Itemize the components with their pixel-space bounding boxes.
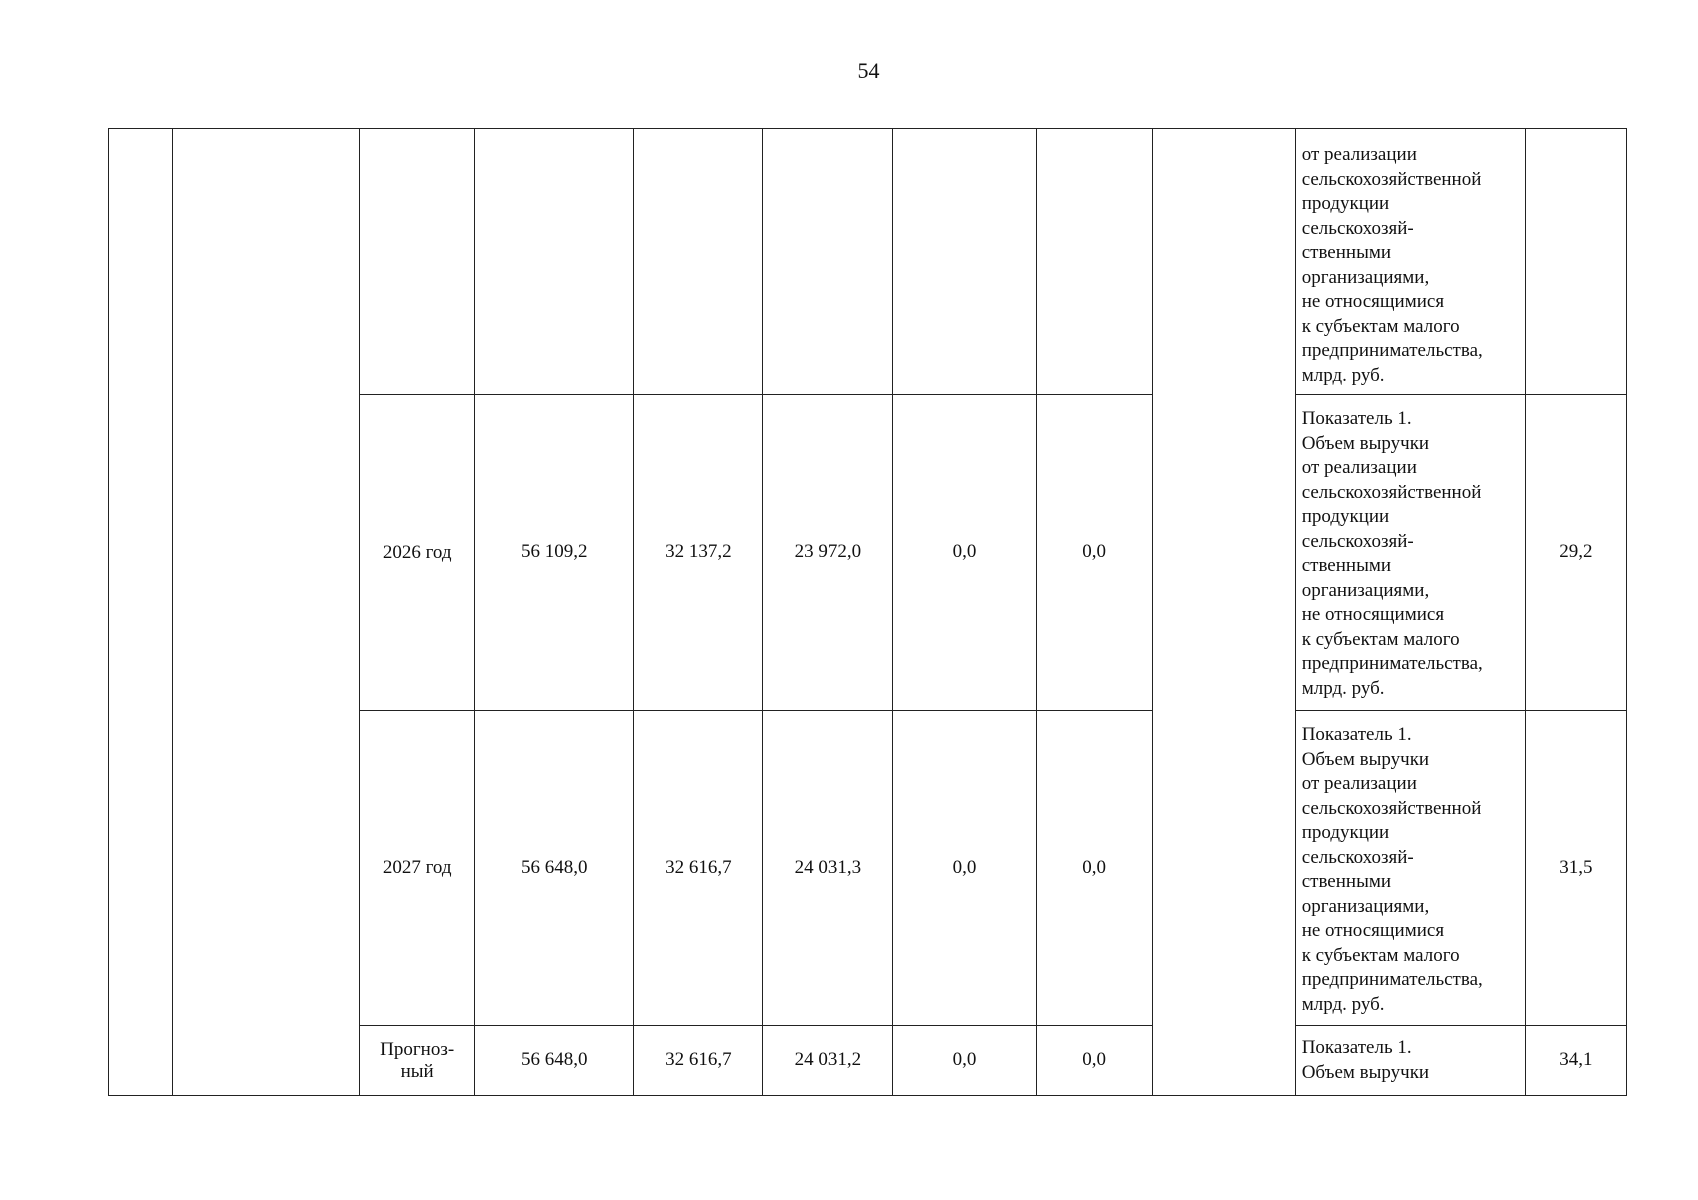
- indicator-value-cell: [1525, 129, 1626, 395]
- total-cell: [475, 129, 634, 395]
- page-number: 54: [857, 58, 880, 83]
- total-cell: 56 109,2: [475, 395, 634, 711]
- source4-cell: [1036, 129, 1152, 395]
- total-cell: 56 648,0: [475, 1026, 634, 1096]
- source2-cell: 23 972,0: [763, 395, 893, 711]
- source2-cell: 24 031,3: [763, 711, 893, 1026]
- period-cell: [360, 129, 475, 395]
- source3-cell: [893, 129, 1036, 395]
- source1-cell: 32 137,2: [634, 395, 763, 711]
- source1-cell: [634, 129, 763, 395]
- period-cell: 2026 год: [360, 395, 475, 711]
- budget-table: [108, 128, 1627, 1096]
- number-cell: [109, 129, 173, 1096]
- source3-cell: 0,0: [893, 711, 1036, 1026]
- source4-cell: 0,0: [1036, 1026, 1152, 1096]
- indicator-value-cell: 34,1: [1525, 1026, 1626, 1096]
- indicator-cell: Показатель 1. Объем выручки от реализации сельскохозяйственной продукции сельскохозяй- ственными организациями, не относящимися к субъектам малого предпринимательства, млрд. руб.: [1295, 395, 1525, 711]
- source1-cell: 32 616,7: [634, 1026, 763, 1096]
- source3-cell: 0,0: [893, 1026, 1036, 1096]
- indicator-value-cell: 29,2: [1525, 395, 1626, 711]
- table-row: [109, 129, 1627, 395]
- source2-cell: [763, 129, 893, 395]
- indicator-value-cell: 31,5: [1525, 711, 1626, 1026]
- indicator-cell: Показатель 1. Объем выручки от реализации сельскохозяйственной продукции сельскохозяй- ственными организациями, не относящимися к субъектам малого предпринимательства, млрд. руб.: [1295, 711, 1525, 1026]
- name-cell: [173, 129, 360, 1096]
- responsible-cell: [1152, 129, 1295, 1096]
- indicator-cell: Показатель 1. Объем выручки: [1295, 1026, 1525, 1096]
- source3-cell: 0,0: [893, 395, 1036, 711]
- source2-cell: 24 031,2: [763, 1026, 893, 1096]
- period-cell: 2027 год: [360, 711, 475, 1026]
- period-cell: Прогноз- ный: [360, 1026, 475, 1096]
- indicator-cell: от реализации сельскохозяйственной продукции сельскохозяй- ственными организациями, не относящимися к субъектам малого предпринимательства, млрд. руб.: [1295, 129, 1525, 395]
- source1-cell: 32 616,7: [634, 711, 763, 1026]
- source4-cell: 0,0: [1036, 711, 1152, 1026]
- total-cell: 56 648,0: [475, 711, 634, 1026]
- source4-cell: 0,0: [1036, 395, 1152, 711]
